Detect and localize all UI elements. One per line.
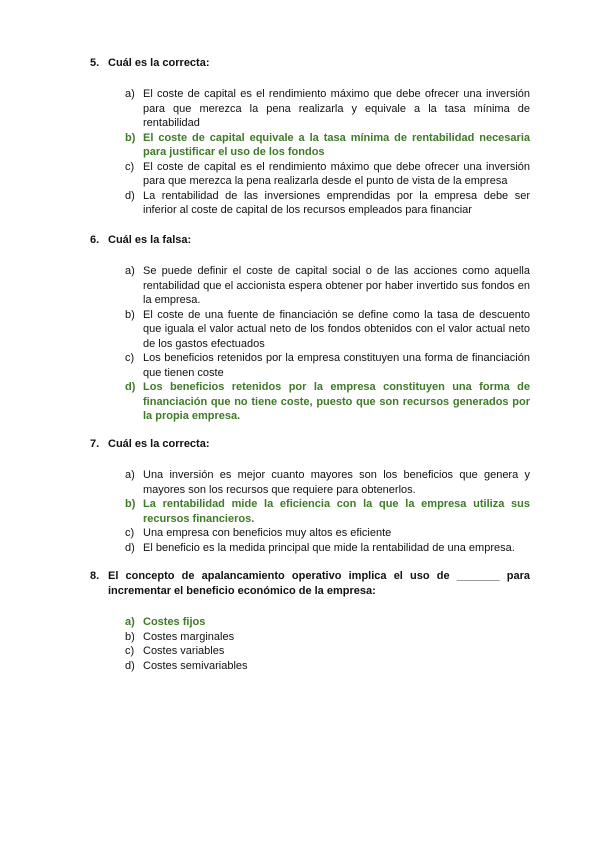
option-label: d) [125, 189, 135, 202]
option-b-correct [90, 131, 530, 160]
question-title: Cuál es la falsa: [108, 234, 192, 246]
option-text: Costes semivariables [143, 659, 248, 672]
question-title: Cuál es la correcta: [108, 438, 210, 450]
option-text: El coste de capital equivale a la tasa mínima de rentabilidad necesaria para justificar el uso de los fondos [143, 131, 530, 158]
question-heading [90, 569, 530, 599]
option-c [90, 526, 530, 541]
option-text: Costes fijos [143, 616, 206, 628]
option-b [90, 308, 530, 352]
question-number: 6. [90, 234, 100, 246]
question-heading [90, 56, 530, 71]
option-a-correct [90, 615, 530, 630]
option-text: La rentabilidad mide la eficiencia con la que la empresa utiliza sus recursos financieros. [143, 498, 530, 525]
question-number: 5. [90, 57, 100, 69]
option-c [90, 160, 530, 189]
options-list [90, 615, 530, 673]
option-text: El beneficio es la medida principal que mide la rentabilidad de una empresa. [143, 541, 515, 554]
option-d [90, 659, 530, 674]
option-label: d) [125, 659, 135, 672]
option-a [90, 468, 530, 497]
option-a [90, 264, 530, 308]
question-7 [90, 437, 530, 555]
option-label: c) [125, 352, 135, 364]
option-label: a) [125, 265, 135, 277]
option-text: El coste de una fuente de financiación se define como la tasa de descuento que iguala el valor actual neto de los fondos obtenidos con el valor actual neto de los gastos efectuados [143, 308, 530, 350]
question-6 [90, 233, 530, 424]
option-label: c) [125, 645, 135, 657]
option-d [90, 189, 530, 218]
option-d [90, 541, 530, 556]
option-b-correct [90, 497, 530, 526]
question-heading [90, 437, 530, 452]
option-label: d) [125, 381, 136, 393]
option-text: Costes marginales [143, 630, 235, 643]
option-label: c) [125, 160, 135, 173]
question-title: El concepto de apalancamiento operativo implica el uso de _______ para incrementar el beneficio económico de la empresa: [108, 570, 530, 597]
option-text: Una inversión es mejor cuanto mayores son los beneficios que genera y mayores son los recursos que requiere para obtenerlos. [143, 469, 530, 496]
question-5 [90, 56, 530, 218]
option-text: La rentabilidad de las inversiones emprendidas por la empresa debe ser inferior al coste de capital de los recursos empleados para financiar [143, 189, 530, 216]
option-text: Los beneficios retenidos por la empresa constituyen una forma de financiación que no tiene coste, puesto que son recursos generados por la propia empresa. [143, 381, 530, 422]
option-label: d) [125, 541, 135, 554]
option-text: Costes variables [143, 645, 225, 657]
option-d-correct [90, 380, 530, 424]
option-text: El coste de capital es el rendimiento máximo que debe ofrecer una inversión para que merezca la pena realizarla y equivale a la tasa mínima de rentabilidad [143, 88, 530, 129]
option-label: a) [125, 88, 135, 100]
option-a [90, 87, 530, 131]
options-list [90, 468, 530, 555]
option-label: a) [125, 469, 135, 481]
option-text: El coste de capital es el rendimiento máximo que debe ofrecer una inversión para que merezca la pena realizarla desde el punto de vista de la empresa [143, 160, 530, 187]
option-b [90, 630, 530, 645]
options-list [90, 87, 530, 218]
option-label: a) [125, 616, 135, 628]
options-list [90, 264, 530, 424]
question-8 [90, 569, 530, 673]
question-heading [90, 233, 530, 248]
option-text: Los beneficios retenidos por la empresa constituyen una forma de financiación que tienen coste [143, 352, 530, 379]
option-text: Una empresa con beneficios muy altos es eficiente [143, 527, 392, 539]
option-label: b) [125, 498, 136, 510]
option-label: b) [125, 630, 135, 643]
option-label: b) [125, 131, 136, 144]
option-text: Se puede definir el coste de capital social o de las acciones como aquella rentabilidad que el accionista espera obtener por haber invertido sus fondos en la empresa. [143, 265, 530, 306]
question-number: 8. [90, 570, 100, 582]
question-title: Cuál es la correcta: [108, 57, 210, 69]
question-number: 7. [90, 438, 100, 450]
option-c [90, 644, 530, 659]
option-label: c) [125, 527, 135, 539]
option-label: b) [125, 308, 135, 321]
option-c [90, 351, 530, 380]
